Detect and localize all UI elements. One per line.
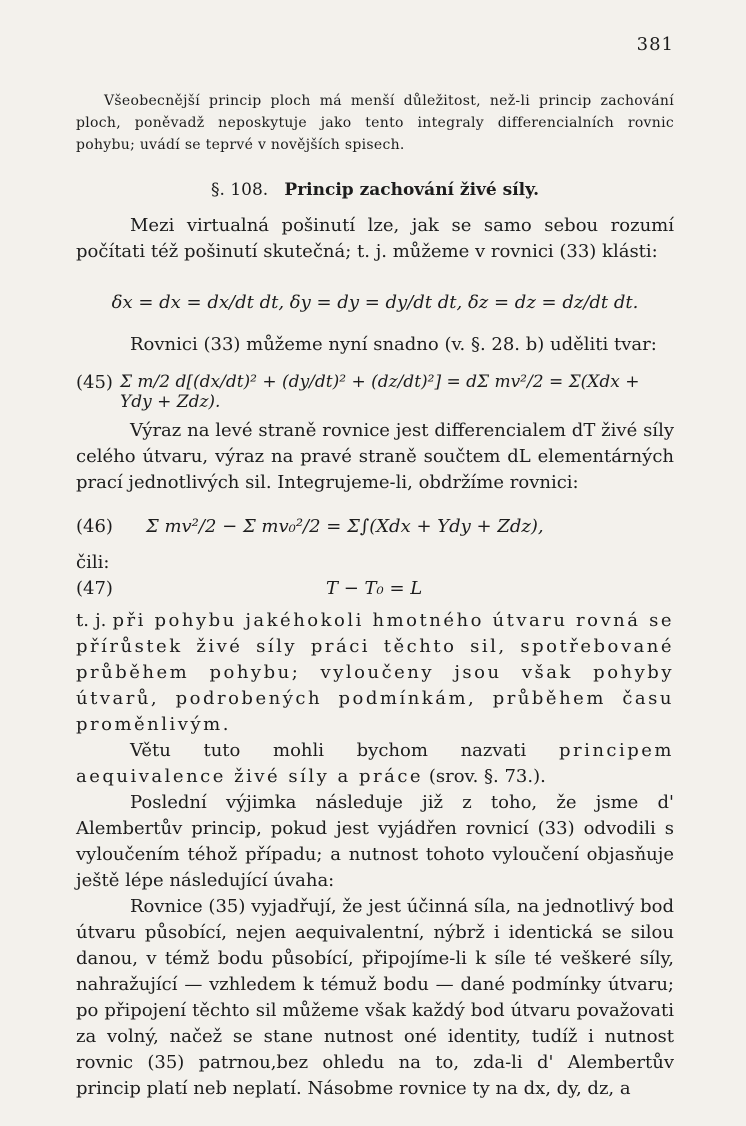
equation-47-number: (47) <box>76 578 113 599</box>
paragraph-5-principle: principem aequivalence živé síly a práce <box>76 740 674 787</box>
equation-46-number: (46) <box>76 516 113 537</box>
intro-text: Všeobecnější princip ploch má menší důležitost, než-li princip zachování ploch, poněvadž neposkytuje jako tento integraly differencialních rovnic pohybu; uvádí se teprvé v novějších spisech. <box>76 93 674 153</box>
cili-label: čili: <box>76 552 110 573</box>
equation-45-body: Σ m/2 d[(dx/dt)² + (dy/dt)² + (dz/dt)²] = dΣ mv²/2 = Σ(Xdx + Ydy + Zdz). <box>120 372 640 412</box>
equation-virtual-displacement: δx = dx = dx/dt dt, δy = dy = dy/dt dt, δz = dz = dz/dt dt. <box>111 292 639 313</box>
paragraph-5-end: (srov. §. 73.). <box>428 766 546 787</box>
equation-45-number: (45) <box>76 372 113 393</box>
section-number: §. 108. <box>211 180 269 200</box>
paragraph-2: Rovnici (33) můžeme nyní snadno (v. §. 28. b) uděliti tvar: <box>130 334 657 355</box>
intro-paragraph <box>76 90 674 156</box>
paragraph-7: Rovnice (35) vyjadřují, že jest účinná síla, na jednotlivý bod útvaru působící, nejen aequivalentní, nýbrž i identická se silou danou, v témž bodu působící, připojíme-li k síle té veškeré síly, nahražující — vzhledem k témuž bodu — dané podmínky útvaru; po připojení těchto sil můžeme však každý bod útvaru považovati za volný, načež se stane nutnost oné identity, tudíž i nutnost rovnic (35) patrnou,bez ohledu na to, zda-li d' Alembertův princip platí neb neplatí. Násobme rovnice ty na dx, dy, dz, a <box>76 896 674 1099</box>
paragraph-1: Mezi virtualná pošinutí lze, jak se samo sebou rozumí počítati též pošinutí skutečná; t. j. můžeme v rovnici (33) klásti: <box>76 215 674 262</box>
paragraph-5-start: Větu tuto mohli bychom nazvati <box>130 740 527 761</box>
paragraph-5 <box>76 738 674 790</box>
equation-45 <box>76 372 674 412</box>
section-heading <box>76 180 674 200</box>
equation-46-body: Σ mv²/2 − Σ mv₀²/2 = Σ∫(Xdx + Ydy + Zdz), <box>146 516 544 537</box>
paragraph-4 <box>76 608 674 738</box>
paragraph-3: Výraz na levé straně rovnice jest differencialem dT živé síly celého útvaru, výraz na pravé straně součtem dL elementárných prací jednotlivých sil. Integrujeme-li, obdržíme rovnici: <box>76 420 674 493</box>
page-number: 381 <box>636 34 674 55</box>
paragraph-4-theorem: při pohybu jakéhokoli hmotného útvaru rovná se přírůstek živé síly práci těchto sil, spotřebované průběhem pohybu; vyloučeny jsou však pohyby útvarů, podrobených podmínkám, průběhem času proměnlivým. <box>76 610 674 735</box>
paragraph-4-lead: t. j. <box>76 610 107 631</box>
paragraph-6: Poslední výjimka následuje již z toho, že jsme d' Alembertův princip, pokud jest vyjádřen rovnicí (33) odvodili s vyloučením téhož případu; a nutnost tohoto vyloučení objasňuje ještě lépe následující úvaha: <box>76 792 674 891</box>
equation-47-body: T − T₀ = L <box>326 578 423 599</box>
section-title: Princip zachování živé síly. <box>284 180 539 200</box>
